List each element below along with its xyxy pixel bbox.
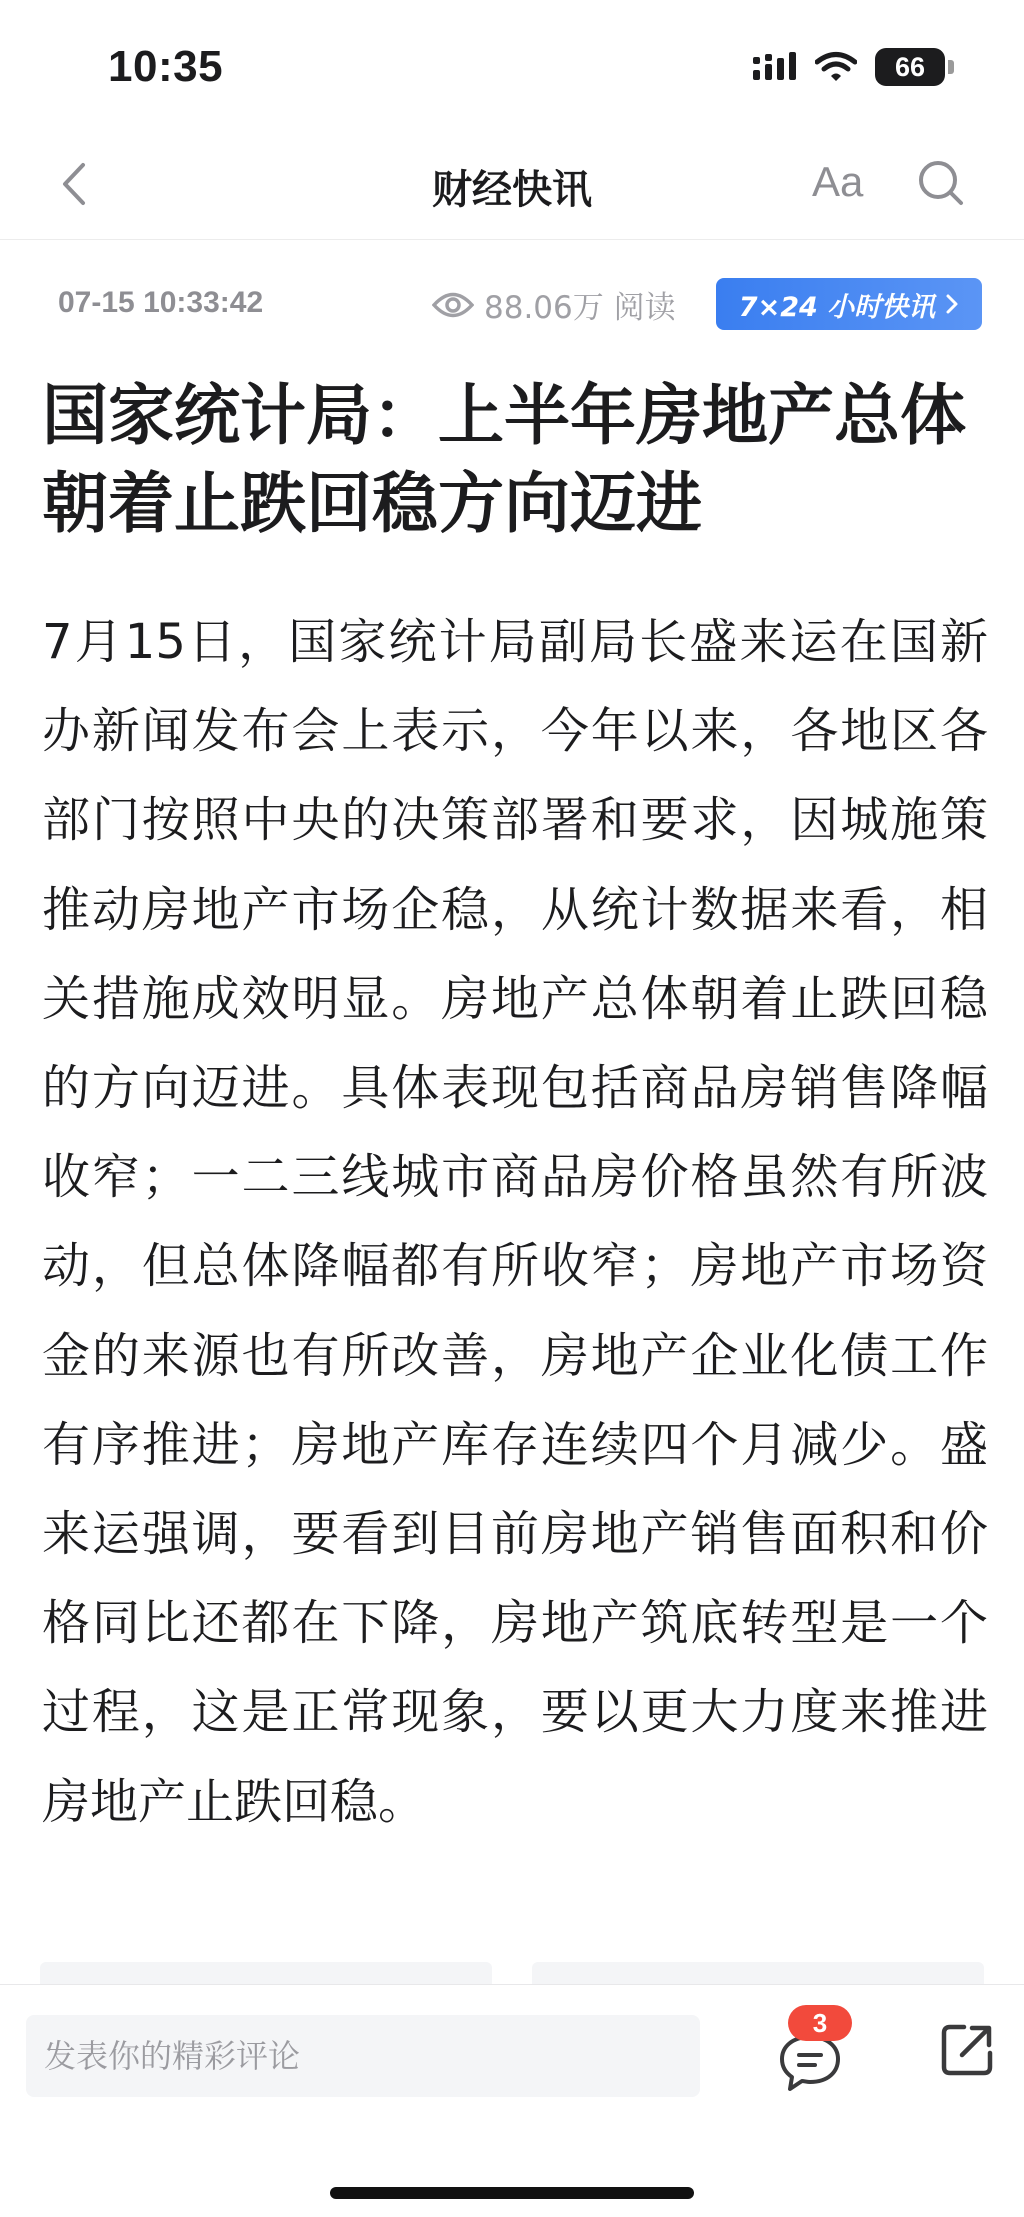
battery-cap [948,60,954,74]
live-news-badge[interactable] [716,278,982,330]
page-title: 财经快讯 [432,167,592,213]
search-button[interactable] [914,156,970,212]
share-button[interactable] [936,2019,998,2081]
article-headline: 国家统计局：上半年房地产总体朝着止跌回稳方向迈进 [42,377,966,542]
status-time: 10:35 [108,42,224,91]
live-news-badge-label: 7×24 小时快讯 [738,291,936,323]
publish-time: 07-15 10:33:42 [58,286,264,319]
battery-body [875,48,945,86]
search-icon [914,156,970,212]
bottom-bar [0,1984,1024,2217]
article-body: 7月15日，国家统计局副局长盛来运在国新办新闻发布会上表示，今年以来，各地区各部门按照中央的决策部署和要求，因城施策推动房地产市场企稳，从统计数据来看，相关措施成效明显。房地产总体朝着止跌回稳的方向迈进。具体表现包括商品房销售降幅收窄；一二三线城市商品房价格虽然有所波动，但总体降幅都有所收窄；房地产市场资金的来源也有所改善，房地产企业化债工作有序推进；房地产库存连续四个月减少。盛来运强调，要看到目前房地产销售面积和价格同比还都在下降，房地产筑底转型是一个过程，这是正常现象，要以更大力度来推进房地产止跌回稳。 [42,614,988,1830]
home-indicator [330,2187,694,2199]
battery-icon [875,48,954,86]
comment-input[interactable] [26,2015,700,2097]
nav-bar [0,130,1024,240]
comment-count-badge: 3 [788,2005,852,2041]
status-icons [753,48,954,86]
article-meta [0,276,1024,336]
view-count-text: 88.06万 阅读 [484,290,676,326]
status-bar [0,0,1024,130]
font-size-button[interactable]: Aa [812,158,864,205]
chevron-right-icon [945,293,959,315]
share-icon [936,2019,998,2081]
battery-level: 66 [894,51,926,82]
view-count [432,282,676,327]
signal-icon [753,52,797,82]
wifi-icon [815,51,857,83]
eye-icon [432,290,474,320]
